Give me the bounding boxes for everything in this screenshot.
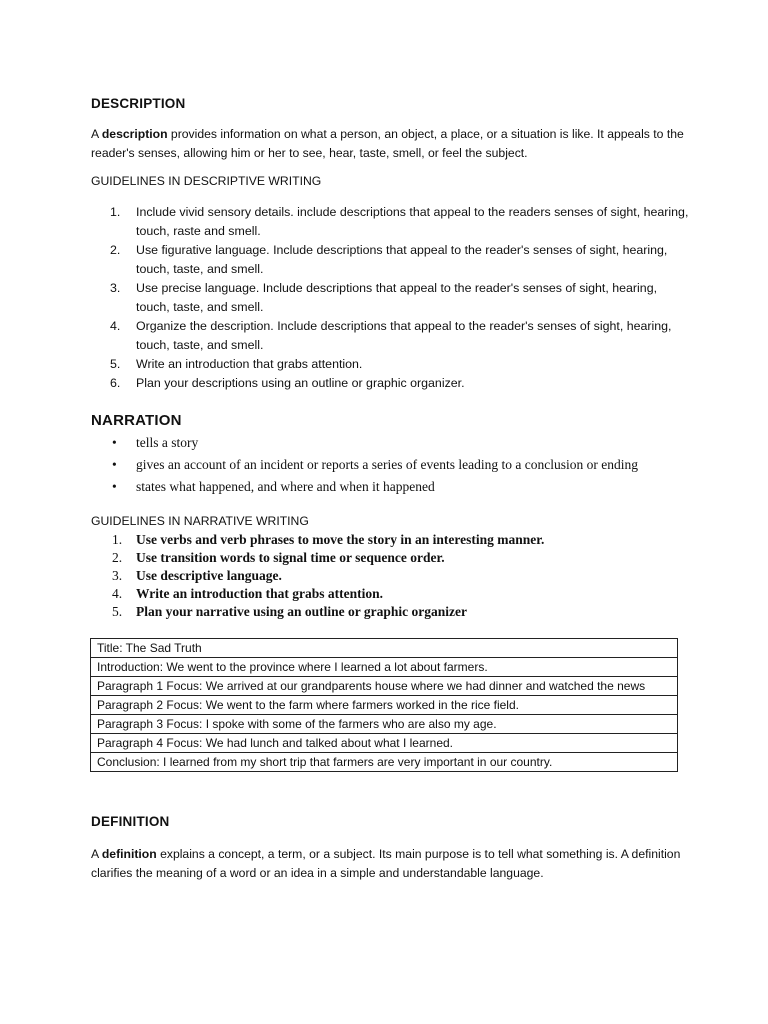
table-row bbox=[91, 639, 678, 658]
list-item: • tells a story bbox=[112, 435, 199, 450]
table-row bbox=[91, 696, 678, 715]
narration-points bbox=[112, 434, 672, 500]
list-item: 6. Plan your descriptions using an outline or graphic organizer. bbox=[110, 376, 465, 390]
narrative-outline-table bbox=[90, 638, 678, 772]
description-intro-prefix: A bbox=[91, 127, 102, 141]
list-item: 2. Use transition words to signal time or sequence order. bbox=[112, 550, 445, 565]
table-cell: Title: The Sad Truth bbox=[91, 639, 678, 658]
list-item: 1. Include vivid sensory details. include descriptions that appeal to the readers senses of sight, hearing, touch, raste and smell. bbox=[110, 205, 689, 238]
description-intro-rest: provides information on what a person, an object, a place, or a situation is like. It appeals to the reader's senses, allowing him or her to see, hear, taste, smell, or feel the subject. bbox=[91, 127, 684, 160]
list-item: 2. Use figurative language. Include descriptions that appeal to the reader's senses of sight, hearing, touch, taste, and smell. bbox=[110, 243, 668, 276]
table-cell: Paragraph 2 Focus: We went to the farm where farmers worked in the rice field. bbox=[91, 696, 678, 715]
definition-heading: DEFINITION bbox=[91, 814, 170, 829]
definition-intro-prefix: A bbox=[91, 847, 102, 861]
table-cell: Introduction: We went to the province where I learned a lot about farmers. bbox=[91, 658, 678, 677]
list-item: 1. Use verbs and verb phrases to move the story in an interesting manner. bbox=[112, 532, 545, 547]
table-cell: Paragraph 4 Focus: We had lunch and talked about what I learned. bbox=[91, 734, 678, 753]
list-item: 4. Write an introduction that grabs attention. bbox=[112, 586, 384, 601]
definition-intro-rest: explains a concept, a term, or a subject. Its main purpose is to tell what something is. A definition clarifies the meaning of a word or an idea in a simple and understandable language. bbox=[91, 847, 681, 880]
narration-heading: NARRATION bbox=[91, 412, 182, 429]
list-item: 3. Use precise language. Include descriptions that appeal to the reader's senses of sight, hearing, touch, taste, and smell. bbox=[110, 281, 658, 314]
table-cell: Paragraph 1 Focus: We arrived at our grandparents house where we had dinner and watched the news bbox=[91, 677, 678, 696]
table-row bbox=[91, 753, 678, 772]
list-item: • gives an account of an incident or reports a series of events leading to a conclusion or ending bbox=[112, 457, 638, 472]
description-heading: DESCRIPTION bbox=[91, 96, 186, 111]
table-cell: Paragraph 3 Focus: I spoke with some of the farmers who are also my age. bbox=[91, 715, 678, 734]
list-item: 3. Use descriptive language. bbox=[112, 568, 282, 583]
description-term: description bbox=[101, 127, 168, 141]
list-item: 5. Write an introduction that grabs attention. bbox=[110, 357, 363, 371]
narrative-guidelines-title: GUIDELINES IN NARRATIVE WRITING bbox=[91, 514, 309, 528]
list-item: 4. Organize the description. Include descriptions that appeal to the reader's senses of sight, hearing, touch, taste, and smell. bbox=[110, 319, 672, 352]
list-item: 5. Plan your narrative using an outline or graphic organizer bbox=[112, 604, 468, 619]
descriptive-guidelines-list bbox=[110, 203, 690, 393]
table-row bbox=[91, 715, 678, 734]
list-item: • states what happened, and where and when it happened bbox=[112, 479, 435, 494]
definition-term: definition bbox=[101, 847, 157, 861]
table-row bbox=[91, 734, 678, 753]
table-row bbox=[91, 677, 678, 696]
definition-intro bbox=[91, 845, 691, 883]
narrative-guidelines-list bbox=[112, 531, 672, 621]
descriptive-guidelines-title: GUIDELINES IN DESCRIPTIVE WRITING bbox=[91, 174, 322, 188]
description-intro bbox=[91, 125, 691, 163]
table-cell: Conclusion: I learned from my short trip that farmers are very important in our country. bbox=[91, 753, 678, 772]
table-row bbox=[91, 658, 678, 677]
